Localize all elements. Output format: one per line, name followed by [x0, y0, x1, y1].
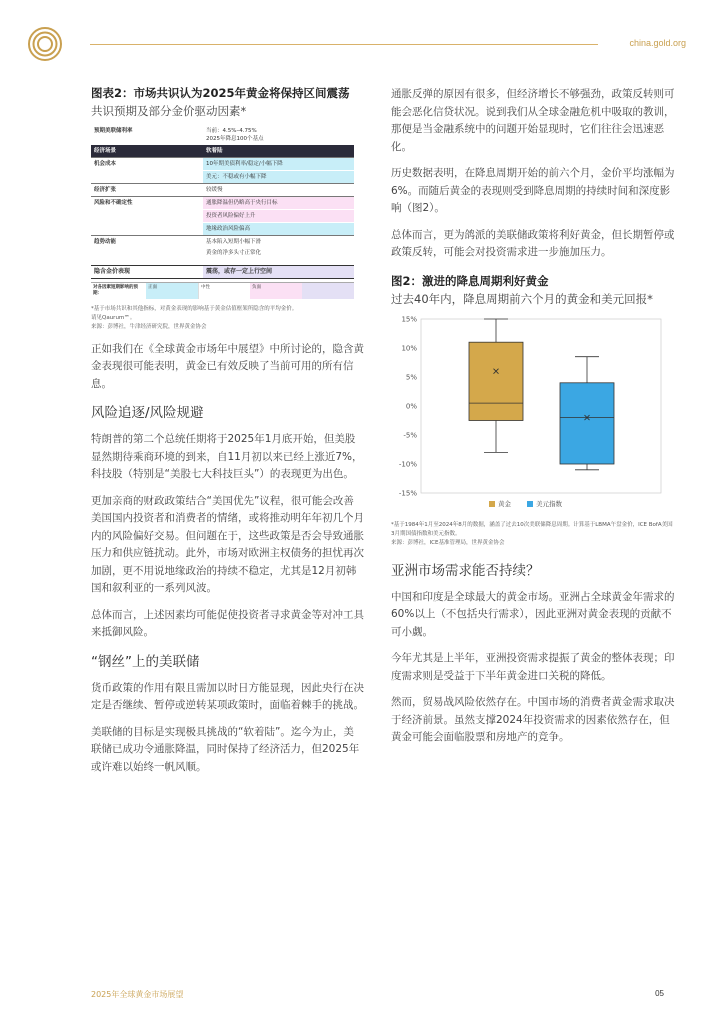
table-legend [91, 282, 354, 299]
table-key: 机会成本 [91, 158, 203, 184]
table-value [203, 125, 354, 145]
figure1-note [91, 305, 364, 323]
section-heading: 风险追逐/风险规避 [91, 405, 204, 421]
paragraph: 货币政策的作用有限且需加以时日方能显现，因此央行在决定是否继续、暂停或逆转某项政策时，面临着棘手的挑战。 [91, 681, 364, 711]
legend-negative: 负面 [250, 283, 302, 299]
consensus-table [91, 125, 354, 279]
table-key: 趋势动能 [91, 236, 203, 260]
page-number: 05 [655, 989, 664, 998]
box-0 [469, 342, 523, 420]
legend-neutral: 中性 [198, 283, 250, 299]
boxplot-chart [391, 313, 675, 519]
y-tick-label: -10% [398, 460, 417, 468]
table-value [203, 197, 354, 236]
y-tick-label: 15% [401, 315, 417, 323]
figure2-note: *基于1984年1月至2024年8月的数据，涵盖了过去10次美联储降息周期。计算基于LBMA午盘金价，ICE BofA美国3月期国债指数和美元指数。 [391, 521, 673, 537]
table-key: 风险和不确定性 [91, 197, 203, 236]
table-value-line: 10年期美债利率/稳定/小幅下降 [203, 158, 354, 170]
legend-label: 对各因素短期影响的预期： [93, 284, 138, 296]
section-heading: 亚洲市场需求能否持续？ [391, 562, 540, 579]
y-tick-label: 0% [405, 402, 417, 410]
table-value [203, 236, 354, 260]
table-key: 经济扩张 [91, 184, 203, 197]
table-value: 较缓慢 [203, 184, 354, 197]
legend-swatch [489, 501, 495, 507]
y-tick-label: -15% [398, 489, 417, 497]
header-rule [90, 44, 598, 45]
table-header-key: 经济场景 [91, 145, 203, 158]
paragraph: 更加亲商的财政政策结合“美国优先”议程，很可能会改善美国国内投资者和消费者的情绪，或将推动明年年初几个月内的风险偏好交易。但问题在于，这些政策是否会导致通胀压力和供应链扰动。此外，市场对欧洲主权债务的担忧再次加剧，更不用说地缘政治的持续不稳定，尤其是12月初韩国和叙利亚的一系列风波。 [91, 494, 364, 594]
table-key: 预期美联储利率 [94, 128, 133, 134]
footer-title: 2025年全球黄金市场展望 [91, 990, 184, 999]
figure2-title: 图2：激进的降息周期利好黄金 [391, 273, 549, 288]
paragraph: 总体而言，更为鸽派的美联储政策将利好黄金，但长期暂停或政策反转，可能会对投资需求进一步施加压力。 [391, 228, 675, 258]
table-header-value: 软着陆 [203, 145, 354, 158]
figure2-subtitle: 过去40年内，降息周期前六个月的黄金和美元回报* [391, 291, 653, 306]
paragraph: 中国和印度是全球最大的黄金市场。亚洲占全球黄金年需求的60%以上（不包括央行需求），因此亚洲对黄金表现的贡献不可小觑。 [391, 590, 675, 638]
paragraph: 然而，贸易战风险依然存在。中国市场的消费者黄金需求取决于经济前景。虽然支撑2024年投资需求的因素依然存在，但黄金可能会面临股票和房地产的竞争。 [391, 696, 675, 743]
y-tick-label: -5% [403, 431, 417, 439]
figure1-title: 图表2：市场共识认为2025年黄金将保持区间震荡 [91, 86, 350, 100]
figure1-source: 来源：彭博社，牛津经济研究院，世界黄金协会 [91, 323, 207, 330]
table-value-line: 投资者风险偏好上升 [203, 209, 354, 222]
legend-swatch [527, 501, 533, 507]
table-value-line: 2025年降息100个基点 [206, 136, 264, 142]
legend-positive: 正面 [146, 283, 198, 299]
paragraph: 今年尤其是上半年，亚洲投资需求提振了黄金的整体表现；印度需求则是受益于下半年黄金进口关税的降低。 [391, 652, 675, 682]
boxplot-svg [391, 313, 675, 519]
world-gold-council-logo-icon [27, 26, 63, 62]
table-value [203, 158, 354, 184]
plot-frame [421, 319, 661, 493]
table-value-line: 地缘政治风险偏高 [203, 222, 354, 235]
section-heading: “钢丝”上的美联储 [91, 653, 200, 670]
table-value-line: 通胀降温但仍略高于央行目标 [203, 197, 354, 209]
table-value-line: 美元：不稳或有小幅下降 [203, 170, 354, 183]
table-value: 震荡，或存一定上行空间 [203, 265, 354, 278]
note-line: 请见Qaurum℠。 [91, 314, 136, 321]
paragraph: 历史数据表明，在降息周期开始的前六个月，金价平均涨幅为6%。而随后黄金的表现则受到降息周期的持续时间和深度影响（图2）。 [391, 167, 675, 214]
box-1 [560, 382, 614, 463]
figure1-subtitle: 共识预期及部分金价驱动因素* [91, 104, 247, 118]
y-tick-label: 5% [405, 373, 417, 381]
paragraph: 总体而言，上述因素均可能促使投资者寻求黄金等对冲工具来抵御风险。 [91, 608, 364, 638]
legend-label: 黄金 [498, 499, 511, 508]
figure2-source: 来源：彭博社，ICE基准管理局，世界黄金协会 [391, 539, 505, 546]
right-column [391, 86, 675, 747]
y-tick-label: 10% [401, 344, 417, 352]
paragraph: 美联储的目标是实现极具挑战的“软着陆”。迄今为止，美联储已成功令通胀降温，同时保持了经济活力，但2025年或许难以始终一帆风顺。 [91, 725, 360, 773]
note-line: *基于市场共识和其他指标，对黄金表现的影响基于黄金估值框架所隐含的平均金价。 [91, 305, 298, 312]
left-column [91, 86, 364, 776]
site-url[interactable]: china.gold.org [629, 38, 686, 48]
paragraph: 特朗普的第二个总统任期将于2025年1月底开始，但美股显然期待乘商环境的到来，自11月初以来已经上涨近7%，科技股（特别是“美股七大科技巨头”）的表现更为出色。 [91, 433, 363, 480]
legend-blank [302, 283, 354, 299]
table-value-line: 基本陷入短期小幅下滑 [206, 239, 262, 245]
table-value-line: 当前：4.5%–4.75% [206, 128, 257, 134]
legend-label: 美元指数 [536, 499, 562, 508]
table-key: 隐含金价表现 [91, 265, 203, 278]
paragraph: 通胀反弹的原因有很多，但经济增长不够强劲，政策反转则可能会恶化信贷状况。说到我们从全球金融危机中吸取的教训，那便是当金融系统中的问题开始显现时，它们往往会迅速恶化。 [391, 88, 675, 153]
paragraph: 正如我们在《全球黄金市场年中展望》中所讨论的，隐含黄金表现很可能表明，黄金已有效反映了当前可用的所有信息。 [91, 342, 364, 390]
table-value-line: 黄金的净多头寸正常化 [206, 250, 262, 256]
